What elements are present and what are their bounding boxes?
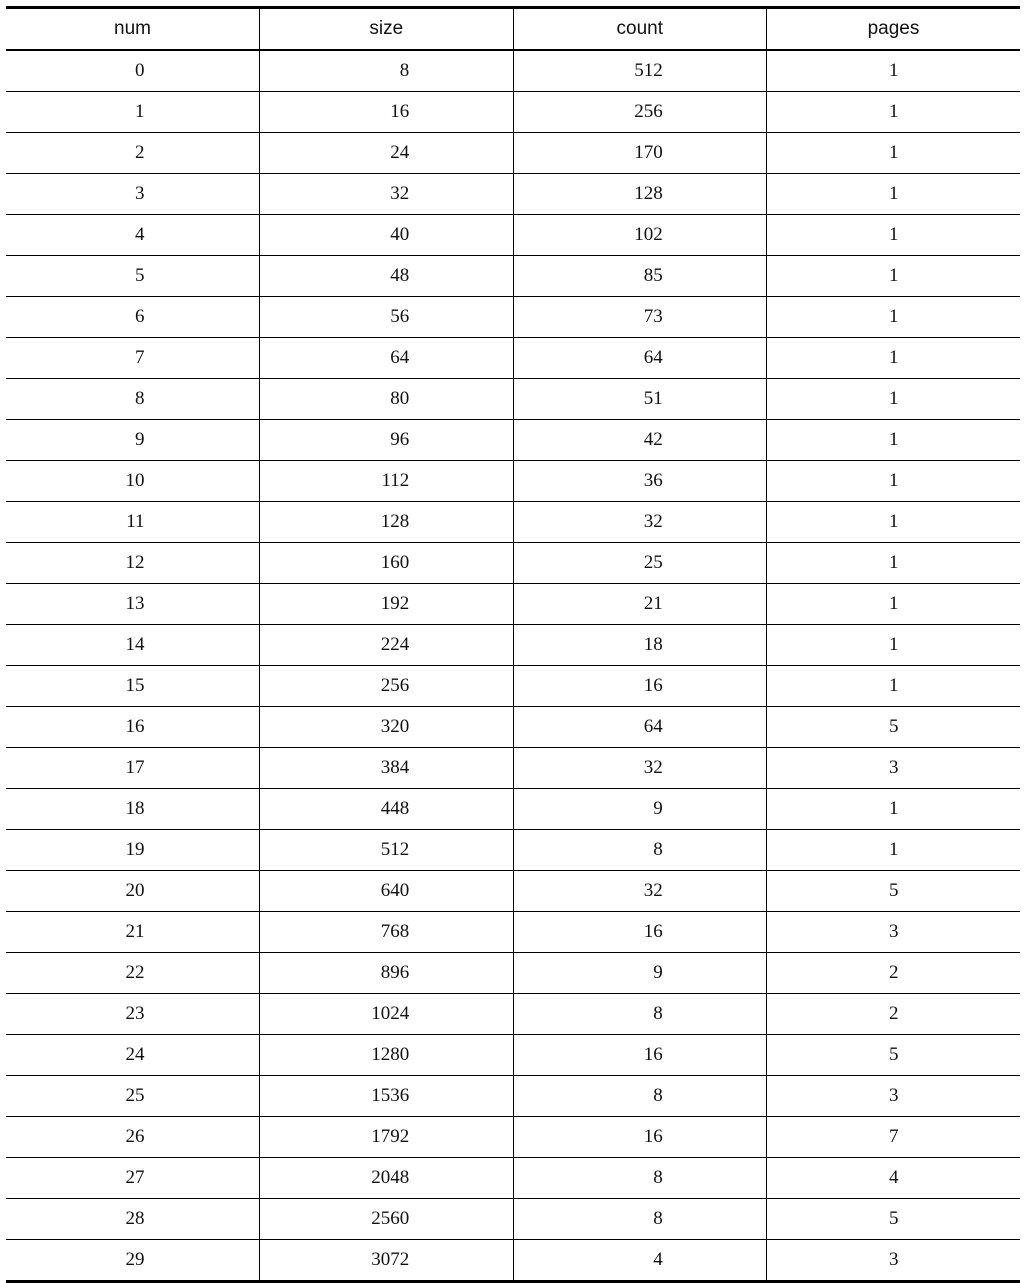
cell-pages-value: 3 (889, 1249, 899, 1270)
cell-size (260, 215, 514, 256)
table-row (6, 420, 1020, 461)
cell-pages-value: 3 (889, 921, 899, 942)
cell-count (513, 789, 767, 830)
cell-num (6, 133, 260, 174)
cell-size (260, 1076, 514, 1117)
table-row (6, 297, 1020, 338)
cell-size-value: 640 (380, 880, 410, 901)
cell-pages (767, 912, 1021, 953)
table-row (6, 502, 1020, 543)
cell-count-value: 64 (643, 347, 663, 368)
cell-pages-value: 1 (889, 470, 899, 491)
cell-num (6, 1240, 260, 1282)
cell-size (260, 133, 514, 174)
cell-num-value: 22 (125, 962, 145, 983)
cell-num (6, 297, 260, 338)
cell-count-value: 256 (634, 101, 663, 122)
cell-pages-value: 1 (889, 183, 899, 204)
cell-pages (767, 625, 1021, 666)
cell-num (6, 502, 260, 543)
cell-pages (767, 666, 1021, 707)
cell-count-value: 73 (643, 306, 663, 327)
cell-size (260, 502, 514, 543)
cell-num (6, 830, 260, 871)
cell-pages-value: 5 (889, 1044, 899, 1065)
cell-pages-value: 5 (889, 716, 899, 737)
cell-num (6, 871, 260, 912)
cell-num (6, 174, 260, 215)
header-row (6, 8, 1020, 51)
cell-count (513, 1240, 767, 1282)
cell-num (6, 1199, 260, 1240)
cell-num-value: 18 (125, 798, 145, 819)
cell-pages (767, 133, 1021, 174)
cell-pages (767, 1076, 1021, 1117)
cell-num (6, 666, 260, 707)
table-row (6, 707, 1020, 748)
cell-count (513, 338, 767, 379)
cell-num-value: 21 (125, 921, 145, 942)
cell-pages (767, 50, 1021, 92)
cell-size (260, 871, 514, 912)
cell-count (513, 461, 767, 502)
table-row (6, 174, 1020, 215)
cell-pages (767, 338, 1021, 379)
cell-pages-value: 1 (889, 511, 899, 532)
cell-pages (767, 1035, 1021, 1076)
cell-count-value: 512 (634, 60, 663, 81)
cell-count-value: 16 (643, 1126, 663, 1147)
cell-count (513, 1158, 767, 1199)
cell-pages-value: 1 (889, 388, 899, 409)
cell-num-value: 11 (126, 511, 145, 532)
cell-size (260, 666, 514, 707)
cell-count (513, 133, 767, 174)
cell-count-value: 25 (643, 552, 663, 573)
cell-size-value: 256 (380, 675, 410, 696)
cell-size (260, 912, 514, 953)
table-row (6, 1199, 1020, 1240)
table-row (6, 92, 1020, 133)
cell-num-value: 5 (135, 265, 145, 286)
cell-count (513, 215, 767, 256)
cell-pages-value: 1 (889, 675, 899, 696)
cell-num-value: 3 (135, 183, 145, 204)
cell-count-value: 4 (653, 1249, 663, 1270)
cell-count-value: 9 (653, 798, 663, 819)
cell-pages-value: 1 (889, 593, 899, 614)
cell-pages-value: 1 (889, 347, 899, 368)
cell-size-value: 40 (390, 224, 410, 245)
table-row (6, 1117, 1020, 1158)
table-row (6, 1158, 1020, 1199)
cell-pages (767, 174, 1021, 215)
cell-num-value: 8 (135, 388, 145, 409)
cell-num (6, 1158, 260, 1199)
cell-count (513, 994, 767, 1035)
cell-size (260, 748, 514, 789)
cell-num-value: 28 (125, 1208, 145, 1229)
cell-size (260, 92, 514, 133)
cell-count-value: 9 (653, 962, 663, 983)
cell-count-value: 170 (634, 142, 663, 163)
cell-num (6, 748, 260, 789)
cell-size-value: 448 (380, 798, 410, 819)
cell-num (6, 1035, 260, 1076)
cell-pages (767, 1240, 1021, 1282)
cell-size-value: 384 (380, 757, 410, 778)
cell-count (513, 748, 767, 789)
cell-count (513, 92, 767, 133)
cell-count (513, 584, 767, 625)
cell-count-value: 85 (643, 265, 663, 286)
cell-num-value: 10 (125, 470, 145, 491)
cell-num (6, 584, 260, 625)
cell-count-value: 32 (643, 757, 663, 778)
cell-count (513, 174, 767, 215)
cell-pages-value: 1 (889, 142, 899, 163)
cell-count (513, 953, 767, 994)
cell-pages-value: 4 (889, 1167, 899, 1188)
cell-size (260, 174, 514, 215)
table-row (6, 953, 1020, 994)
cell-pages-value: 5 (889, 880, 899, 901)
table-row (6, 912, 1020, 953)
header-pages: pages (767, 8, 1021, 51)
cell-count-value: 8 (653, 1167, 663, 1188)
table-row (6, 666, 1020, 707)
cell-pages (767, 1158, 1021, 1199)
cell-count (513, 1035, 767, 1076)
cell-size-value: 112 (381, 470, 410, 491)
cell-size (260, 50, 514, 92)
cell-count-value: 64 (643, 716, 663, 737)
cell-size-value: 896 (380, 962, 410, 983)
cell-size-value: 1536 (371, 1085, 410, 1106)
cell-count (513, 297, 767, 338)
cell-pages (767, 830, 1021, 871)
cell-count-value: 8 (653, 1085, 663, 1106)
cell-num-value: 1 (135, 101, 145, 122)
cell-count (513, 707, 767, 748)
cell-num (6, 789, 260, 830)
cell-pages (767, 584, 1021, 625)
cell-pages (767, 92, 1021, 133)
cell-pages-value: 7 (889, 1126, 899, 1147)
cell-size-value: 1280 (371, 1044, 410, 1065)
cell-size (260, 420, 514, 461)
cell-pages-value: 1 (889, 552, 899, 573)
cell-num-value: 7 (135, 347, 145, 368)
cell-num-value: 12 (125, 552, 145, 573)
cell-num (6, 420, 260, 461)
table-row (6, 461, 1020, 502)
cell-pages (767, 543, 1021, 584)
cell-num (6, 461, 260, 502)
cell-num (6, 912, 260, 953)
cell-num-value: 20 (125, 880, 145, 901)
cell-num-value: 9 (135, 429, 145, 450)
cell-size-value: 768 (380, 921, 410, 942)
cell-num (6, 338, 260, 379)
cell-pages (767, 379, 1021, 420)
table-header (6, 8, 1020, 51)
cell-pages (767, 420, 1021, 461)
cell-count (513, 543, 767, 584)
cell-num (6, 707, 260, 748)
cell-count-value: 21 (643, 593, 663, 614)
cell-size (260, 543, 514, 584)
cell-num (6, 256, 260, 297)
cell-num (6, 953, 260, 994)
cell-count (513, 502, 767, 543)
cell-count (513, 1199, 767, 1240)
cell-pages (767, 461, 1021, 502)
cell-size-value: 160 (380, 552, 410, 573)
cell-count-value: 32 (643, 880, 663, 901)
size-class-table (6, 6, 1020, 1283)
cell-size-value: 64 (390, 347, 410, 368)
cell-num (6, 379, 260, 420)
cell-num-value: 2 (135, 142, 145, 163)
cell-pages-value: 3 (889, 1085, 899, 1106)
cell-count (513, 379, 767, 420)
cell-size-value: 8 (399, 60, 410, 81)
table-row (6, 1240, 1020, 1282)
cell-pages-value: 1 (889, 429, 899, 450)
table-body (6, 50, 1020, 1282)
cell-num-value: 14 (125, 634, 145, 655)
table-row (6, 133, 1020, 174)
cell-size-value: 320 (380, 716, 410, 737)
cell-num (6, 1117, 260, 1158)
cell-pages-value: 1 (889, 265, 899, 286)
cell-count (513, 256, 767, 297)
cell-size (260, 1240, 514, 1282)
cell-size (260, 625, 514, 666)
cell-num-value: 24 (125, 1044, 145, 1065)
table-row (6, 1035, 1020, 1076)
cell-count-value: 16 (643, 1044, 663, 1065)
cell-pages (767, 707, 1021, 748)
header-size: size (260, 8, 514, 51)
cell-pages (767, 297, 1021, 338)
cell-size (260, 707, 514, 748)
cell-pages-value: 1 (889, 798, 899, 819)
cell-pages (767, 748, 1021, 789)
cell-num (6, 50, 260, 92)
cell-num-value: 16 (125, 716, 145, 737)
cell-num-value: 29 (125, 1249, 145, 1270)
cell-size-value: 24 (390, 142, 410, 163)
cell-count (513, 666, 767, 707)
cell-size-value: 96 (390, 429, 410, 450)
cell-num-value: 15 (125, 675, 145, 696)
cell-num-value: 19 (125, 839, 145, 860)
table-row (6, 256, 1020, 297)
cell-pages (767, 1199, 1021, 1240)
cell-num-value: 4 (135, 224, 145, 245)
cell-count-value: 32 (643, 511, 663, 532)
cell-size (260, 789, 514, 830)
cell-num (6, 994, 260, 1035)
cell-count (513, 1117, 767, 1158)
cell-pages-value: 1 (889, 306, 899, 327)
table-row (6, 338, 1020, 379)
cell-pages-value: 1 (889, 634, 899, 655)
cell-pages-value: 1 (889, 60, 899, 81)
cell-size (260, 461, 514, 502)
cell-size (260, 1035, 514, 1076)
cell-count-value: 16 (643, 675, 663, 696)
cell-pages (767, 871, 1021, 912)
cell-pages (767, 256, 1021, 297)
table-row (6, 215, 1020, 256)
table-row (6, 584, 1020, 625)
cell-size-value: 128 (380, 511, 410, 532)
cell-size-value: 48 (390, 265, 410, 286)
cell-size-value: 1024 (371, 1003, 410, 1024)
cell-num-value: 13 (125, 593, 145, 614)
cell-pages-value: 3 (889, 757, 899, 778)
cell-size (260, 297, 514, 338)
cell-count-value: 8 (653, 1003, 663, 1024)
cell-count-value: 18 (643, 634, 663, 655)
cell-num (6, 625, 260, 666)
cell-size-value: 80 (390, 388, 410, 409)
cell-pages-value: 5 (889, 1208, 899, 1229)
table-row (6, 789, 1020, 830)
table-row (6, 543, 1020, 584)
table-row (6, 994, 1020, 1035)
cell-pages-value: 2 (889, 962, 899, 983)
cell-num-value: 25 (125, 1085, 145, 1106)
cell-count-value: 102 (634, 224, 663, 245)
cell-size (260, 994, 514, 1035)
cell-size (260, 953, 514, 994)
cell-count-value: 51 (643, 388, 663, 409)
cell-count-value: 8 (653, 839, 663, 860)
cell-size-value: 32 (390, 183, 410, 204)
cell-count (513, 625, 767, 666)
cell-pages (767, 502, 1021, 543)
cell-size (260, 256, 514, 297)
cell-pages (767, 215, 1021, 256)
cell-size (260, 379, 514, 420)
cell-count (513, 420, 767, 461)
cell-size-value: 2048 (371, 1167, 410, 1188)
table-row (6, 50, 1020, 92)
cell-count (513, 830, 767, 871)
cell-num-value: 26 (125, 1126, 145, 1147)
cell-count (513, 912, 767, 953)
cell-size (260, 1117, 514, 1158)
cell-size (260, 1158, 514, 1199)
cell-num-value: 0 (135, 60, 145, 81)
cell-pages-value: 1 (889, 101, 899, 122)
cell-size-value: 224 (380, 634, 410, 655)
cell-pages (767, 789, 1021, 830)
cell-pages (767, 994, 1021, 1035)
table-row (6, 871, 1020, 912)
cell-pages-value: 1 (889, 839, 899, 860)
header-count: count (513, 8, 767, 51)
cell-num-value: 23 (125, 1003, 145, 1024)
cell-pages-value: 2 (889, 1003, 899, 1024)
cell-size-value: 56 (390, 306, 410, 327)
cell-size (260, 338, 514, 379)
cell-num (6, 1076, 260, 1117)
cell-count-value: 42 (643, 429, 663, 450)
cell-count-value: 36 (643, 470, 663, 491)
cell-count (513, 1076, 767, 1117)
cell-size (260, 584, 514, 625)
cell-pages-value: 1 (889, 224, 899, 245)
table-row (6, 625, 1020, 666)
table-row (6, 830, 1020, 871)
cell-count (513, 50, 767, 92)
table-row (6, 1076, 1020, 1117)
cell-num (6, 92, 260, 133)
header-num: num (6, 8, 260, 51)
cell-num (6, 543, 260, 584)
cell-pages (767, 1117, 1021, 1158)
table-container (6, 6, 1020, 1283)
cell-num-value: 6 (135, 306, 145, 327)
cell-size-value: 512 (380, 839, 410, 860)
cell-size-value: 3072 (371, 1249, 410, 1270)
cell-size-value: 16 (390, 101, 410, 122)
cell-count-value: 128 (634, 183, 663, 204)
cell-num-value: 27 (125, 1167, 145, 1188)
cell-count (513, 871, 767, 912)
cell-num (6, 215, 260, 256)
cell-size (260, 830, 514, 871)
cell-size (260, 1199, 514, 1240)
cell-size-value: 1792 (371, 1126, 410, 1147)
cell-size-value: 2560 (371, 1208, 410, 1229)
cell-count-value: 16 (643, 921, 663, 942)
table-row (6, 748, 1020, 789)
cell-count-value: 8 (653, 1208, 663, 1229)
cell-size-value: 192 (380, 593, 410, 614)
table-row (6, 379, 1020, 420)
cell-pages (767, 953, 1021, 994)
cell-num-value: 17 (125, 757, 145, 778)
